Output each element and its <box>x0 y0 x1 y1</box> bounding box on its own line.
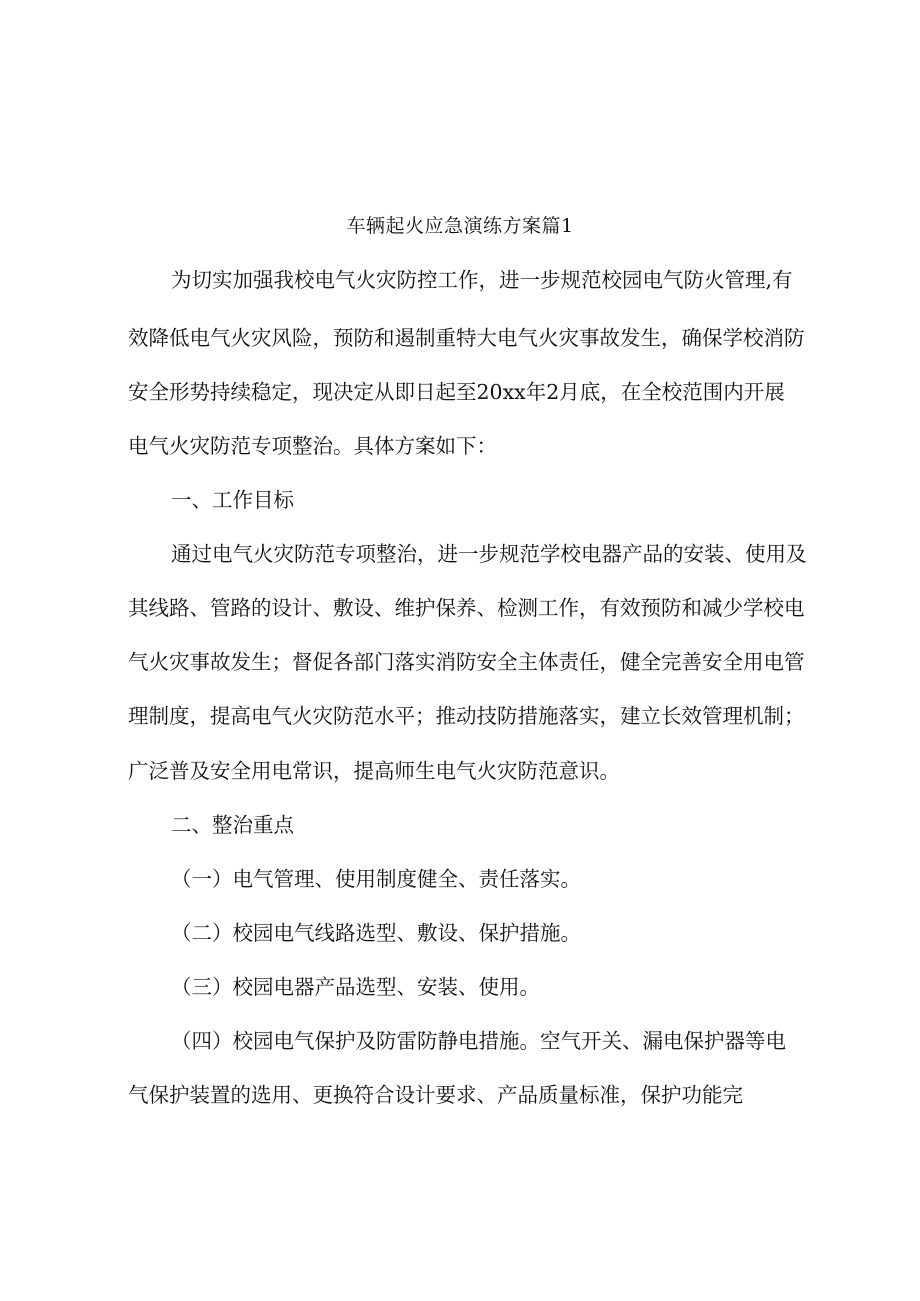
focus-item-2: （二）校园电气线路选型、敷设、保护措施。 <box>171 921 581 945</box>
goals-line-2: 其线路、管路的设计、敷设、维护保养、检测工作，有效预防和减少学校电 <box>128 596 805 620</box>
intro-line-1: 为切实加强我校电气火灾防控工作，进一步规范校园电气防火管理,有 <box>171 268 793 292</box>
focus-item-1: （一）电气管理、使用制度健全、责任落实。 <box>171 867 581 891</box>
intro-line-3: 安全形势持续稳定，现决定从即日起至20xx年2月底，在全校范围内开展 <box>128 380 785 404</box>
goals-line-1: 通过电气火灾防范专项整治，进一步规范学校电器产品的安装、使用及 <box>171 542 807 566</box>
intro-line-4: 电气火灾防范专项整治。具体方案如下： <box>128 434 497 458</box>
document-title: 车辆起火应急演练方案篇1 <box>346 215 574 237</box>
intro-line-2: 效降低电气火灾风险，预防和遏制重特大电气火灾事故发生，确保学校消防 <box>128 326 805 350</box>
section-heading-goals: 一、工作目标 <box>171 488 294 512</box>
focus-item-4-continuation: 气保护装置的选用、更换符合设计要求、产品质量标准，保护功能完 <box>128 1083 743 1107</box>
goals-line-4: 理制度，提高电气火灾防范水平；推动技防措施落实，建立长效管理机制； <box>128 704 805 728</box>
goals-line-5: 广泛普及安全用电常识，提高师生电气火灾防范意识。 <box>128 759 620 783</box>
focus-item-3: （三）校园电器产品选型、安装、使用。 <box>171 975 540 999</box>
section-heading-focus: 二、整治重点 <box>171 813 294 837</box>
goals-line-3: 气火灾事故发生；督促各部门落实消防安全主体责任，健全完善安全用电管 <box>128 650 805 674</box>
focus-item-4: （四）校园电气保护及防雷防静电措施。空气开关、漏电保护器等电 <box>171 1029 786 1053</box>
